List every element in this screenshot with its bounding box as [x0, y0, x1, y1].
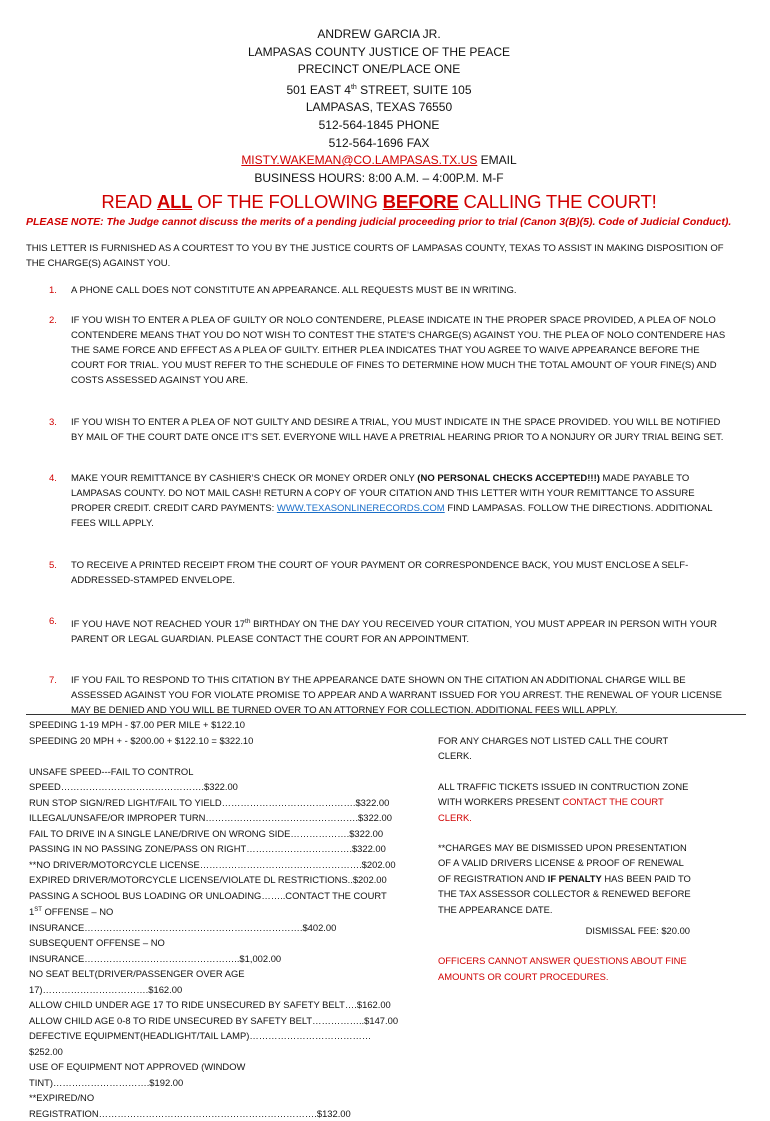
dismissal-note: **CHARGES MAY BE DISMISSED UPON PRESENTATION OF A VALID DRIVERS LICENSE & PROOF OF RENEWAL OF REGISTRATION AND IF PENALTY HAS BEEN PAID TO THE TAX ASSESSOR COLLECTOR & RENEWED BEFORE THE APPEARANCE DATE.	[438, 842, 691, 915]
fine-line: SPEEDING 1-19 MPH - $7.00 PER MILE + $122.10	[29, 719, 245, 730]
list-item: 3. IF YOU WISH TO ENTER A PLEA OF NOT GUILTY AND DESIRE A TRIAL, YOU MUST INDICATE IN THE SPACE PROVIDED. YOU WILL BE NOTIFIED BY MAIL OF THE COURT DATE ONCE IT’S SET. EVERYONE WILL HAVE A PRETRIAL HEARING PRIOR TO A NONJURY OR JURY TRIAL BEING SET.	[49, 416, 724, 443]
list-item: 2. IF YOU WISH TO ENTER A PLEA OF GUILTY OR NOLO CONTENDERE, PLEASE INDICATE IN THE PROPER SPACE PROVIDED, A PLEA OF NOLO CONTENDERE MEANS THAT YOU DO NOT WISH TO CONTEST THE STATE’S CHARGE(S) AGAINST YOU. THE PLEA OF NOLO CONTENDERE HAS THE SAME FORCE AND EFFECT AS A PLEA OF GUILTY. EITHER PLEA INDICATES THAT YOU AGREE TO WAIVE APPEARANCE BEFORE THE COURT FOR TRIAL. YOU MUST REFER TO THE SCHEDULE OF FINES TO DETERMINE HOW MUCH THE TOTAL AMOUNT OF YOUR FINE(S) AND COSTS ASSESSED AGAINST YOU ARE.	[49, 314, 726, 386]
charges-not-listed-note: FOR ANY CHARGES NOT LISTED CALL THE COURT CLERK.	[438, 735, 669, 762]
fine-line: FAIL TO DRIVE IN A SINGLE LANE/DRIVE ON WRONG SIDE……………….$322.00	[29, 827, 384, 839]
fine-line: ILLEGAL/UNSAFE/OR IMPROPER TURN………………………………………….$322.00	[29, 812, 392, 823]
email-link[interactable]: MISTY.WAKEMAN@CO.LAMPASAS.TX.US	[241, 153, 478, 168]
notes-column	[438, 733, 694, 984]
document-page	[26, 26, 732, 718]
fine-line: SUBSEQUENT OFFENSE – NO INSURANCE…………………………………………..$1,002.00	[29, 937, 282, 964]
section-divider	[26, 714, 746, 715]
fax-number: 512-564-1696 FAX	[328, 135, 430, 150]
fine-schedule	[29, 717, 399, 1121]
list-item: 1. A PHONE CALL DOES NOT CONSTITUTE AN APPEARANCE. ALL REQUESTS MUST BE IN WRITING.	[49, 284, 517, 296]
email-line: MISTY.WAKEMAN@CO.LAMPASAS.TX.US EMAIL	[241, 153, 517, 168]
city-state-zip: LAMPASAS, TEXAS 76550	[305, 100, 453, 115]
construction-zone-note: ALL TRAFFIC TICKETS ISSUED IN CONTRUCTION ZONE WITH WORKERS PRESENT CONTACT THE COURT CLERK.	[438, 780, 689, 823]
business-hours: BUSINESS HOURS: 8:00 A.M. – 4:00P.M. M-F	[254, 170, 504, 185]
fine-line: EXPIRED DRIVER/MOTORCYCLE LICENSE/VIOLATE DL RESTRICTIONS..$202.00	[29, 874, 387, 885]
list-item: 4. MAKE YOUR REMITTANCE BY CASHIER’S CHECK OR MONEY ORDER ONLY (NO PERSONAL CHECKS ACCEPTED!!!) MADE PAYABLE TO LAMPASAS COUNTY. DO NOT MAIL CASH! RETURN A COPY OF YOUR CITATION AND THIS LETTER WITH YOUR REMITTANCE TO ASSURE PROPER CREDIT. CREDIT CARD PAYMENTS: WWW.TEXASONLINERECORDS.COM FIND LAMPASAS. FOLLOW THE DIRECTIONS. ADDITIONAL FEES WILL APPLY.	[49, 472, 713, 529]
intro-paragraph: THIS LETTER IS FURNISHED AS A COURTEST TO YOU BY THE JUSTICE COURTS OF LAMPASAS COUNTY, TEXAS TO ASSIST IN MAKING DISPOSITION OF THE CHARGE(S) AGAINST YOU.	[26, 242, 724, 269]
list-item: 7. IF YOU FAIL TO RESPOND TO THIS CITATION BY THE APPEARANCE DATE SHOWN ON THE CITATION AN ADDITIONAL CHARGE WILL BE ASSESSED AGAINST YOU FOR VIOLATE PROMISE TO APPEAR AND A WARRANT ISSUED FOR YOU ARREST. THE RENEWAL OF YOUR LICENSE MAY BE DENIED AND YOU WILL BE TURNED OVER TO AN ATTORNEY FOR COLLECTION. ADDITIONAL FEES WILL APPLY.	[49, 675, 722, 716]
street-address: 501 EAST 4th STREET, SUITE 105	[286, 82, 472, 97]
fine-line: ALLOW CHILD UNDER AGE 17 TO RIDE UNSECURED BY SAFETY BELT….$162.00	[29, 999, 391, 1011]
fine-line: DEFECTIVE EQUIPMENT(HEADLIGHT/TAIL LAMP)…………………………………$252.00	[29, 1030, 372, 1057]
fine-line: RUN STOP SIGN/RED LIGHT/FAIL TO YIELD…………………………………….$322.00	[29, 796, 390, 808]
fine-line: USE OF EQUIPMENT NOT APPROVED (WINDOW TINT)………………………….$192.00	[29, 1061, 246, 1088]
judge-name: ANDREW GARCIA JR.	[317, 27, 441, 41]
fine-line: SPEEDING 20 MPH + - $200.00 + $122.10 = $322.10	[29, 734, 254, 746]
fine-line: PASSING A SCHOOL BUS LOADING OR UNLOADING……..CONTACT THE COURT	[29, 889, 387, 901]
fine-line: ALLOW CHILD AGE 0-8 TO RIDE UNSECURED BY SAFETY BELT……………..$147.00	[29, 1014, 399, 1026]
list-item: 6. IF YOU HAVE NOT REACHED YOUR 17th BIRTHDAY ON THE DAY YOU RECEIVED YOUR CITATION, YOU MUST APPEAR IN PERSON WITH YOUR PARENT OR LEGAL GUARDIAN. PLEASE CONTACT THE COURT FOR AN APPOINTMENT.	[49, 615, 717, 645]
court-name: LAMPASAS COUNTY JUSTICE OF THE PEACE	[247, 44, 511, 59]
letterhead	[26, 26, 732, 187]
dismissal-fee: DISMISSAL FEE: $20.00	[585, 925, 690, 937]
fine-line: **NO DRIVER/MOTORCYCLE LICENSE…………………………………………….$202.00	[29, 858, 396, 870]
phone-number: 512-564-1845 PHONE	[318, 117, 440, 132]
fine-line: UNSAFE SPEED---FAIL TO CONTROL SPEED……………………………………….$322.00	[29, 765, 238, 792]
judicial-note: PLEASE NOTE: The Judge cannot discuss the merits of a pending judicial proceeding prior to trial (Canon 3(B)(5). Code of Judicial Conduct).	[26, 216, 732, 229]
precinct: PRECINCT ONE/PLACE ONE	[297, 62, 461, 77]
headline: READ ALL OF THE FOLLOWING BEFORE CALLING THE COURT!	[101, 191, 657, 213]
officers-note: OFFICERS CANNOT ANSWER QUESTIONS ABOUT FINE AMOUNTS OR COURT PROCEDURES.	[438, 955, 687, 982]
fine-line: **EXPIRED/NO REGISTRATION…………………………………………………………….$132.00	[29, 1092, 351, 1119]
fine-line: NO SEAT BELT(DRIVER/PASSENGER OVER AGE 17)…………………………….$162.00	[29, 968, 245, 995]
payment-website-link[interactable]: WWW.TEXASONLINERECORDS.COM	[276, 502, 445, 514]
instruction-list	[26, 283, 732, 718]
fine-line: PASSING IN NO PASSING ZONE/PASS ON RIGHT…………………………….$322.00	[29, 843, 386, 854]
list-item: 5. TO RECEIVE A PRINTED RECEIPT FROM THE COURT OF YOUR PAYMENT OR CORRESPONDENCE BACK, YOU MUST ENCLOSE A SELF-ADDRESSED-STAMPED ENVELOPE.	[49, 559, 689, 586]
fine-line: 1ST OFFENSE – NO INSURANCE…………………………………………………………….$402.00	[29, 906, 337, 933]
